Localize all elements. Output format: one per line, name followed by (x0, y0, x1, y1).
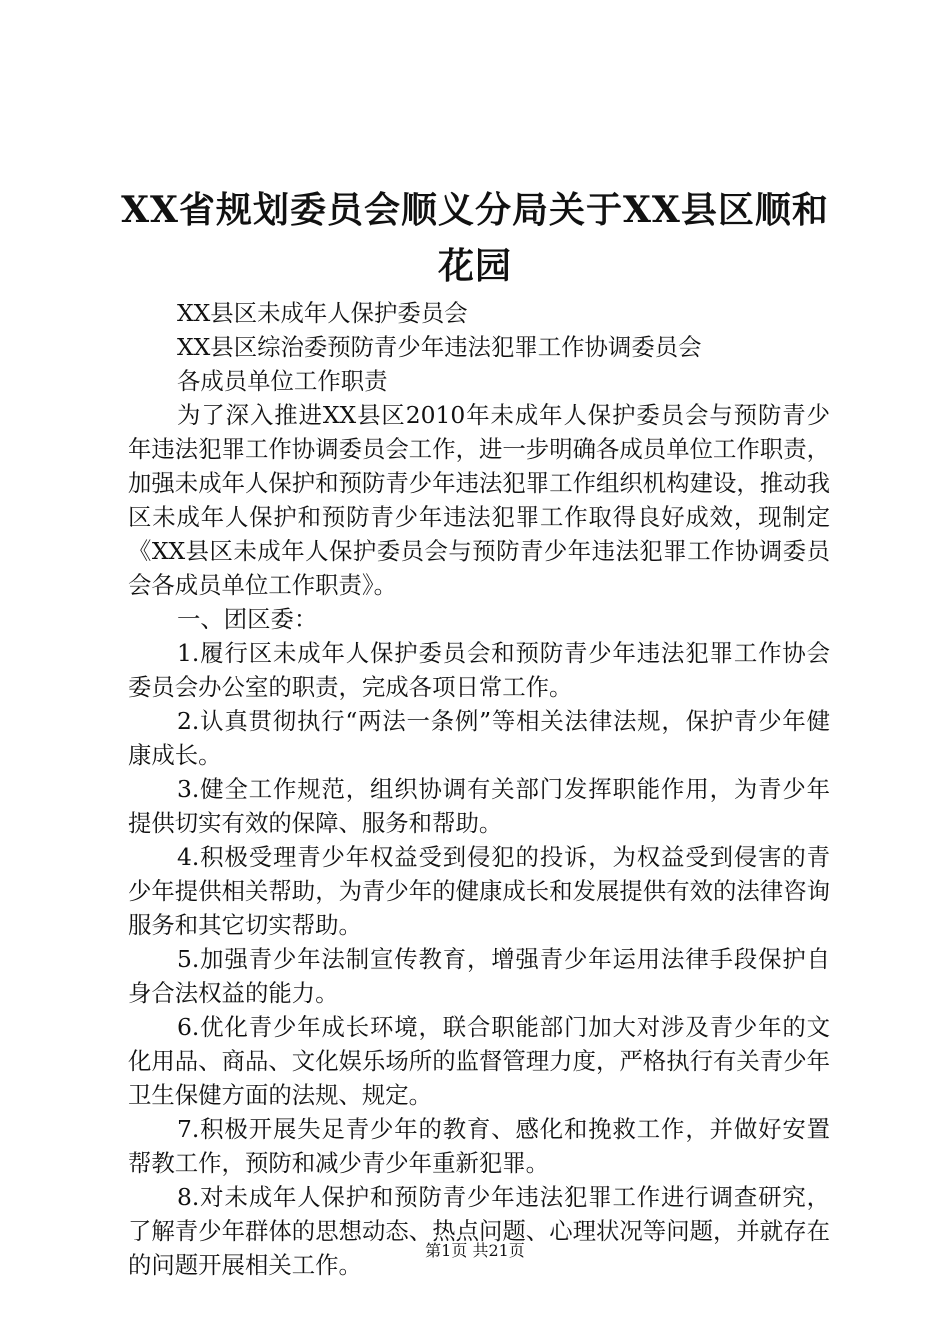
duty-item: 3.健全工作规范，组织协调有关部门发挥职能作用，为青少年提供切实有效的保障、服务和帮助。 (128, 775, 830, 837)
duty-item: 2.认真贯彻执行“两法一条例”等相关法律法规，保护青少年健康成长。 (128, 707, 830, 769)
duty-item: 1.履行区未成年人保护委员会和预防青少年违法犯罪工作协会委员会办公室的职责，完成各项日常工作。 (128, 639, 830, 701)
duty-item: 7.积极开展失足青少年的教育、感化和挽救工作，并做好安置帮教工作，预防和减少青少年重新犯罪。 (128, 1115, 830, 1177)
document-title: XX省规划委员会顺义分局关于XX县区顺和花园 (121, 189, 829, 287)
duty-item: 6.优化青少年成长环境，联合职能部门加大对涉及青少年的文化用品、商品、文化娱乐场所的监督管理力度，严格执行有关青少年卫生保健方面的法规、规定。 (128, 1013, 830, 1109)
addressee-line: 各成员单位工作职责 (177, 367, 388, 395)
duty-item: 8.对未成年人保护和预防青少年违法犯罪工作进行调查研究，了解青少年群体的思想动态、热点问题、心理状况等问题，并就存在的问题开展相关工作。 (128, 1183, 830, 1279)
intro-paragraph: 为了深入推进XX县区2010年未成年人保护委员会与预防青少年违法犯罪工作协调委员会工作，进一步明确各成员单位工作职责，加强未成年人保护和预防青少年违法犯罪工作组织机构建设，推动我区未成年人保护和预防青少年违法犯罪工作取得良好成效，现制定《XX县区未成年人保护委员会与预防青少年违法犯罪工作协调委员会各成员单位工作职责》。 (128, 401, 830, 599)
duty-item: 5.加强青少年法制宣传教育，增强青少年运用法律手段保护自身合法权益的能力。 (128, 945, 830, 1007)
page-footer: 第1页 共21页 (425, 1241, 525, 1260)
document-body (128, 296, 830, 1282)
duty-item: 4.积极受理青少年权益受到侵犯的投诉，为权益受到侵害的青少年提供相关帮助，为青少年的健康成长和发展提供有效的法律咨询服务和其它切实帮助。 (128, 843, 830, 939)
section-heading: 一、团区委： (177, 605, 318, 633)
addressee-line: XX县区未成年人保护委员会 (177, 299, 468, 327)
addressee-line: XX县区综治委预防青少年违法犯罪工作协调委员会 (177, 333, 702, 361)
